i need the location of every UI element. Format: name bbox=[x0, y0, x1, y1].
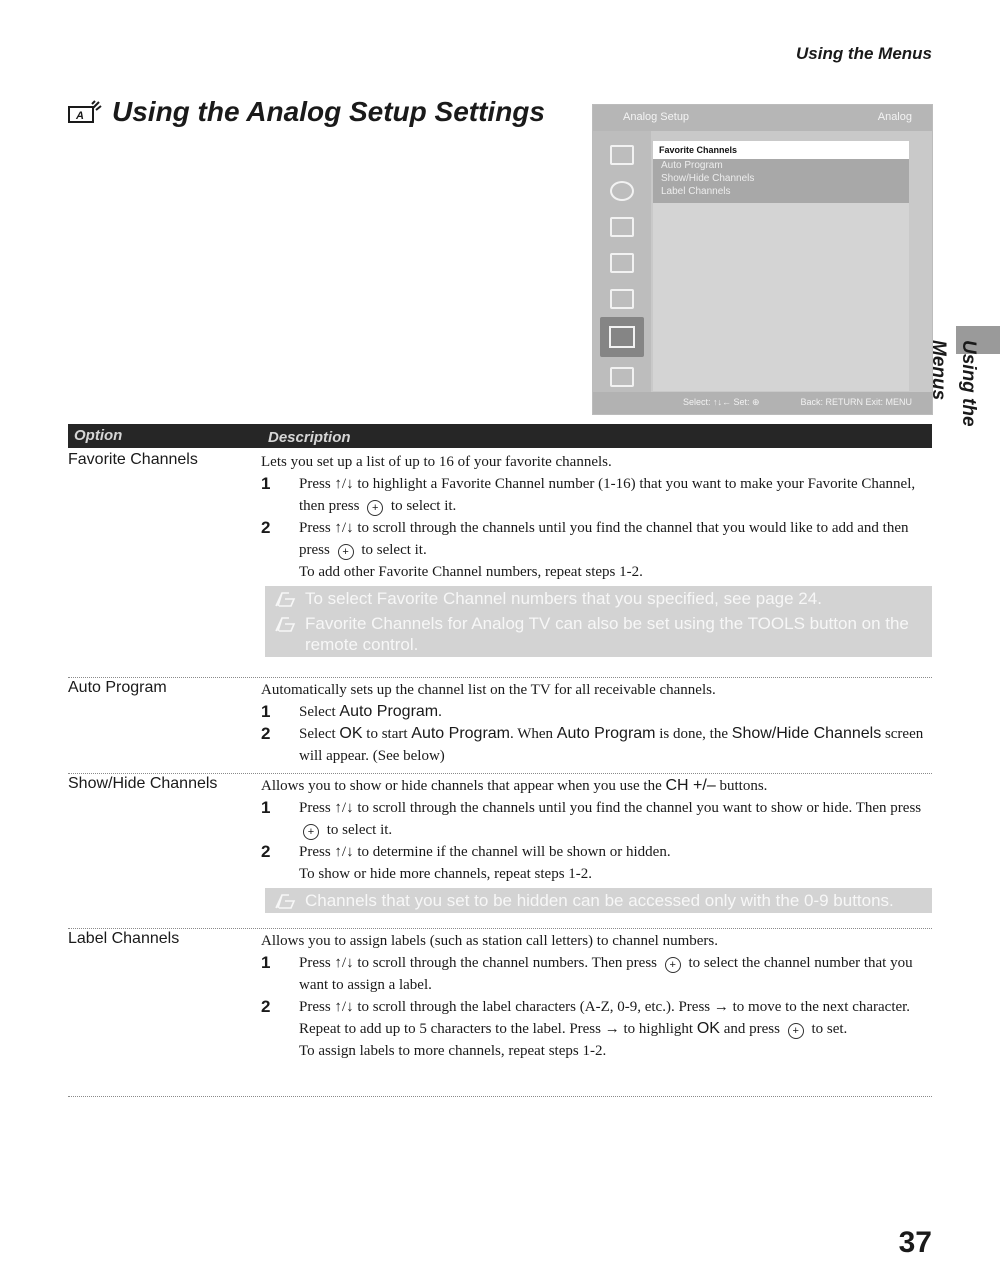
step-text: to start bbox=[362, 726, 412, 742]
option-name: Favorite Channels bbox=[68, 451, 198, 468]
option-name: Auto Program bbox=[68, 679, 167, 696]
step-text: to set. bbox=[811, 1021, 848, 1037]
menu-item-name: OK bbox=[339, 725, 363, 742]
step bbox=[261, 952, 932, 996]
menu-item-name: OK bbox=[696, 1020, 720, 1037]
step-text: to select it. bbox=[361, 542, 427, 558]
analog-setup-selected-icon bbox=[600, 317, 644, 357]
tv-menu-name: Analog Setup bbox=[623, 111, 690, 123]
option-name: Label Channels bbox=[68, 930, 180, 947]
description-intro bbox=[261, 775, 932, 797]
step-number: 2 bbox=[261, 518, 271, 537]
step-text: . bbox=[438, 704, 442, 720]
step-followup: To add other Favorite Channel numbers, repeat steps 1-2. bbox=[299, 564, 643, 580]
step bbox=[261, 701, 932, 723]
step bbox=[261, 723, 932, 767]
header-option: Option bbox=[74, 427, 123, 444]
intro-text: Allows you to show or hide channels that appear when you use the bbox=[261, 778, 666, 794]
step bbox=[261, 517, 932, 561]
note-box bbox=[265, 888, 932, 913]
tv-menu-screenshot bbox=[592, 104, 933, 415]
option-description bbox=[261, 775, 932, 913]
enter-button-icon: + bbox=[303, 824, 319, 840]
step-number: 1 bbox=[261, 702, 271, 721]
channel-icon bbox=[610, 253, 634, 273]
analog-setup-icon bbox=[68, 100, 102, 124]
note bbox=[273, 588, 924, 609]
menu-item-name: Auto Program bbox=[556, 725, 656, 742]
step-text: Press ↑/↓ to scroll through the channels until you find the channel that you would like to add and then press bbox=[299, 520, 909, 558]
step-followup: To show or hide more channels, repeat steps 1-2. bbox=[299, 866, 593, 882]
tv-select-hint: Select: ↑↓← Set: ⊕ bbox=[683, 397, 760, 407]
setup-icon bbox=[610, 367, 634, 387]
tv-menu-panel bbox=[653, 141, 909, 391]
enter-button-icon: + bbox=[665, 957, 681, 973]
step-number: 2 bbox=[261, 842, 271, 861]
screen-icon bbox=[610, 217, 634, 237]
note-box bbox=[265, 586, 932, 657]
step-number: 2 bbox=[261, 997, 271, 1016]
intro-text: buttons. bbox=[715, 778, 768, 794]
description-intro: Automatically sets up the channel list on the TV for all receivable channels. bbox=[261, 682, 716, 698]
step-text: to select it. bbox=[326, 822, 393, 838]
button-name: CH +/– bbox=[665, 777, 716, 794]
tv-submenu bbox=[653, 159, 909, 203]
enter-button-icon: + bbox=[788, 1023, 804, 1039]
option-name: Show/Hide Channels bbox=[68, 775, 218, 792]
step-text: screen will appear. (See below) bbox=[299, 726, 924, 764]
step-text: to select it. bbox=[390, 498, 457, 514]
tv-back-exit-hint: Back: RETURN Exit: MENU bbox=[800, 397, 912, 407]
page-number: 37 bbox=[898, 1226, 932, 1259]
side-tab-label: Using the Menus bbox=[928, 340, 979, 427]
menu-item-name: Auto Program bbox=[411, 725, 510, 742]
table-header bbox=[68, 424, 932, 448]
step-text: Press ↑/↓ to scroll through the channel numbers. Then press bbox=[299, 955, 657, 971]
description-intro: Lets you set up a list of up to 16 of your favorite channels. bbox=[261, 454, 612, 470]
note-icon bbox=[275, 590, 297, 608]
enter-button-icon: + bbox=[367, 500, 383, 516]
tv-top-bar bbox=[593, 105, 932, 131]
step-number: 2 bbox=[261, 724, 271, 743]
page-title-text: Using the Analog Setup Settings bbox=[112, 96, 545, 127]
tv-input-name: Analog bbox=[877, 111, 912, 123]
page-title bbox=[68, 96, 545, 128]
tv-icon-column bbox=[593, 131, 651, 392]
note-text: Channels that you set to be hidden can be accessed only with the 0-9 buttons. bbox=[305, 891, 894, 910]
running-header: Using the Menus bbox=[795, 44, 932, 63]
step-text: Press ↑/↓ to scroll through the label characters (A-Z, 0-9, etc.). Press → to move to the next character. Repeat to add up to 5 characters to the label. Press → to highlight bbox=[299, 999, 911, 1037]
sound-icon bbox=[610, 181, 634, 201]
step-text: Press ↑/↓ to scroll through the channels until you find the channel you want to show or hide. Then press bbox=[299, 800, 922, 816]
step-followup: To assign labels to more channels, repeat steps 1-2. bbox=[299, 1043, 607, 1059]
option-description bbox=[261, 679, 932, 767]
tv-menu-item: Show/Hide Channels bbox=[661, 173, 755, 184]
step-number: 1 bbox=[261, 953, 271, 972]
step-text: Press ↑/↓ to highlight a Favorite Channel number (1-16) that you want to make your Favorite Channel, then press bbox=[299, 476, 916, 514]
note bbox=[273, 613, 924, 655]
menu-item-name: Auto Program bbox=[339, 703, 439, 720]
tv-menu-item: Auto Program bbox=[661, 160, 723, 171]
step-text: Select bbox=[299, 704, 340, 720]
step-text: Select bbox=[299, 726, 340, 742]
option-description bbox=[261, 930, 932, 1062]
svg-text:A: A bbox=[76, 110, 84, 122]
step-text: . When bbox=[510, 726, 557, 742]
table-row-auto-program bbox=[68, 677, 932, 774]
parental-lock-icon bbox=[610, 289, 634, 309]
note bbox=[273, 890, 924, 911]
tv-bottom-bar bbox=[593, 392, 932, 414]
table-row-label-channels bbox=[68, 928, 932, 1097]
tv-highlighted-item: Favorite Channels bbox=[653, 141, 909, 159]
step-text: and press bbox=[723, 1021, 780, 1037]
step bbox=[261, 841, 932, 863]
table-row-show-hide-channels bbox=[68, 773, 932, 929]
menu-item-name: Show/Hide Channels bbox=[731, 725, 882, 742]
description-intro: Allows you to assign labels (such as station call letters) to channel numbers. bbox=[261, 933, 718, 949]
step bbox=[261, 797, 932, 841]
step-number: 1 bbox=[261, 798, 271, 817]
step-text: is done, the bbox=[655, 726, 732, 742]
header-description: Description bbox=[268, 429, 351, 446]
enter-button-icon: + bbox=[338, 544, 354, 560]
note-text: Favorite Channels for Analog TV can also be set using the TOOLS button on the remote control. bbox=[305, 614, 909, 654]
step-text: Press ↑/↓ to determine if the channel will be shown or hidden. bbox=[299, 844, 671, 860]
note-icon bbox=[275, 615, 297, 633]
picture-icon bbox=[610, 145, 634, 165]
option-description bbox=[261, 451, 932, 657]
table-row-favorite-channels bbox=[68, 449, 932, 678]
tv-menu-item: Label Channels bbox=[661, 186, 731, 197]
note-icon bbox=[275, 892, 297, 910]
step bbox=[261, 996, 932, 1040]
step-text: to select the channel number that you want to assign a label. bbox=[299, 955, 913, 993]
note-text: To select Favorite Channel numbers that you specified, see page 24. bbox=[305, 589, 822, 608]
step-number: 1 bbox=[261, 474, 271, 493]
step bbox=[261, 473, 932, 517]
